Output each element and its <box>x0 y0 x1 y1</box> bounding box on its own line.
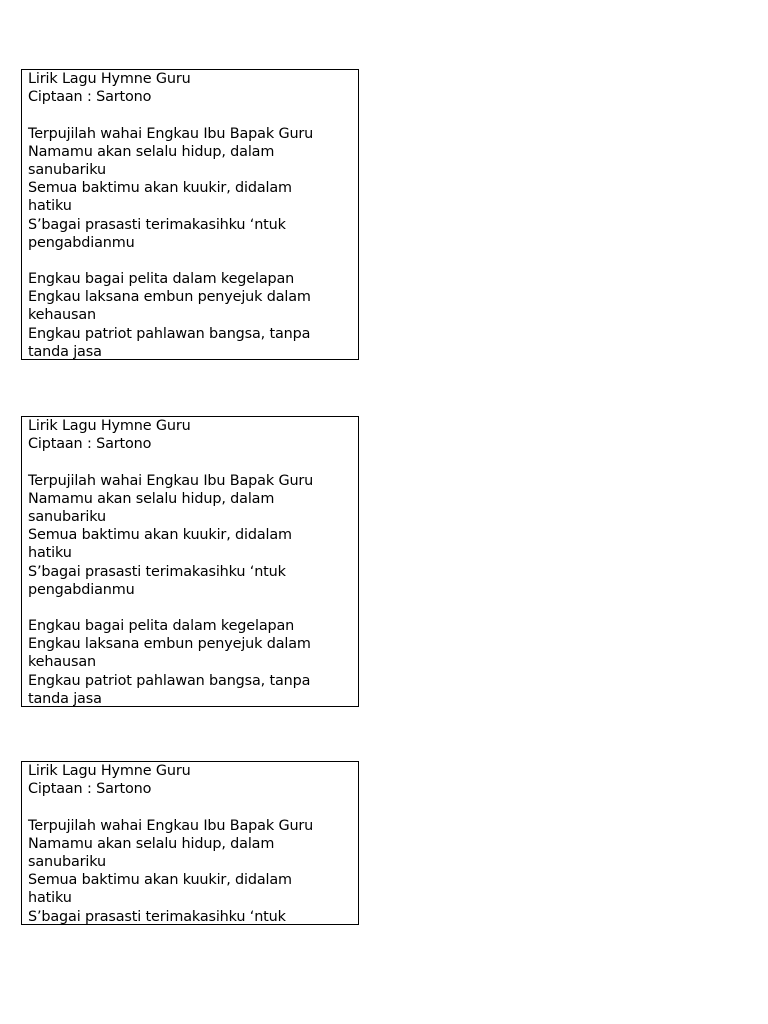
lyric-line: sanubariku <box>28 508 106 525</box>
lyric-line: Terpujilah wahai Engkau Ibu Bapak Guru <box>28 472 314 489</box>
lyric-line: sanubariku <box>28 853 106 870</box>
lyric-box-1 <box>21 69 359 360</box>
lyric-line: Semua baktimu akan kuukir, didalam <box>28 527 292 544</box>
blank-line <box>28 453 352 471</box>
lyric-line: tanda jasa <box>28 690 102 707</box>
lyric-line: S’bagai prasasti terimakasihku ‘ntuk <box>28 563 286 580</box>
lyric-line: Semua baktimu akan kuukir, didalam <box>28 180 292 197</box>
lyric-line: Namamu akan selalu hidup, dalam <box>28 143 275 160</box>
lyric-line: pengabdianmu <box>28 581 135 598</box>
lyric-title: Lirik Lagu Hymne Guru <box>28 71 191 87</box>
lyric-line: pengabdianmu <box>28 234 135 251</box>
lyric-line: hatiku <box>28 890 72 907</box>
lyric-line: tanda jasa <box>28 343 102 360</box>
lyric-line: Engkau laksana embun penyejuk dalam <box>28 636 311 653</box>
lyric-line: kehausan <box>28 307 96 324</box>
lyric-title: Lirik Lagu Hymne Guru <box>28 418 191 434</box>
lyric-line: sanubariku <box>28 161 106 178</box>
lyric-line: S’bagai prasasti terimakasihku ‘ntuk <box>28 216 286 233</box>
lyric-line: Namamu akan selalu hidup, dalam <box>28 835 275 852</box>
lyric-line: Semua baktimu akan kuukir, didalam <box>28 872 292 889</box>
blank-line <box>28 106 352 124</box>
lyric-line: hatiku <box>28 545 72 562</box>
lyric-composer: Ciptaan : Sartono <box>28 89 152 106</box>
blank-line <box>28 798 352 816</box>
lyric-line: Namamu akan selalu hidup, dalam <box>28 490 275 507</box>
lyric-composer: Ciptaan : Sartono <box>28 781 152 798</box>
lyric-box-2 <box>21 416 359 707</box>
lyric-line: kehausan <box>28 654 96 671</box>
blank-line <box>28 599 352 617</box>
lyric-line: Engkau bagai pelita dalam kegelapan <box>28 618 295 635</box>
lyric-title: Lirik Lagu Hymne Guru <box>28 763 191 779</box>
blank-line <box>28 252 352 270</box>
lyric-line: hatiku <box>28 198 72 215</box>
lyric-line: S’bagai prasasti terimakasihku ‘ntuk <box>28 908 286 925</box>
lyric-line: Engkau bagai pelita dalam kegelapan <box>28 271 295 288</box>
lyric-line: Terpujilah wahai Engkau Ibu Bapak Guru <box>28 125 314 142</box>
lyric-line: Engkau patriot pahlawan bangsa, tanpa <box>28 325 311 342</box>
lyric-line: Terpujilah wahai Engkau Ibu Bapak Guru <box>28 817 314 834</box>
lyric-line: Engkau patriot pahlawan bangsa, tanpa <box>28 672 311 689</box>
lyric-composer: Ciptaan : Sartono <box>28 436 152 453</box>
lyric-box-3 <box>21 761 359 925</box>
lyric-line: Engkau laksana embun penyejuk dalam <box>28 289 311 306</box>
